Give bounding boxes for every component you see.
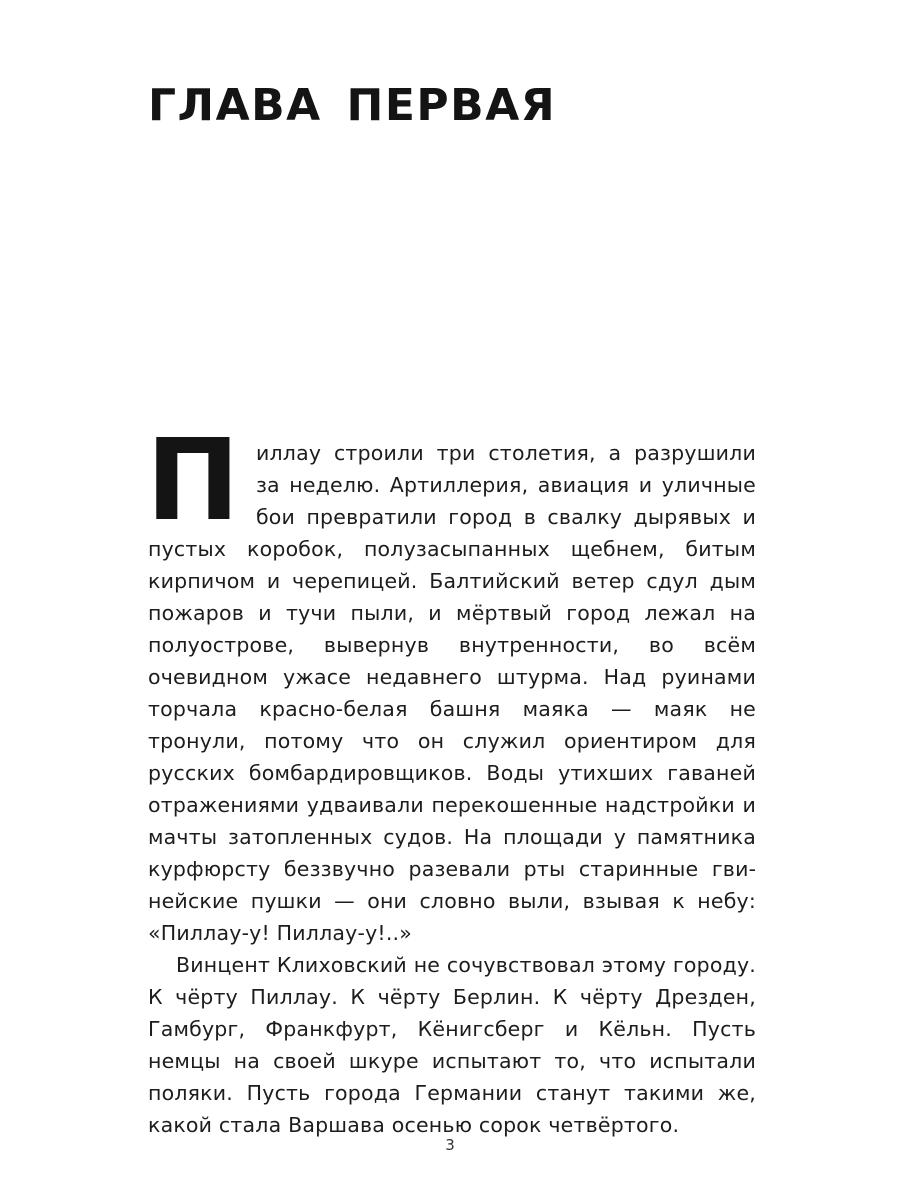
body-text	[146, 416, 756, 1141]
paragraph-2: Винцент Клиховский не сочувствовал этому городу. К чёрту Пиллау. К чёрту Берлин. К чёрту Дрезден, Гамбург, Франкфурт, Кёнигсберг и Кёльн. Пусть немцы на своей шкуре испытают то, что испытали поляки. Пусть города Германии станут такими же, какой стала Варшава осенью сорок четвёртого.	[148, 953, 756, 1137]
chapter-title: ГЛАВА ПЕРВАЯ	[148, 80, 557, 131]
paragraph-1	[146, 416, 756, 949]
drop-cap: П	[146, 416, 240, 546]
paragraph-1-text: иллау строили три столетия, а разрушили за неделю. Артиллерия, авиация и уличные бои превратили город в свалку дырявых и пустых коробок, полузасыпанных щебнем, битым кирпичом и черепицей. Балтийский ветер сдул дым пожаров и тучи пыли, и мёртвый город лежал на полуострове, вывернув внутренности, во всём очевидном ужасе недавнего штурма. Над руинами торчала красно-белая башня маяка — маяк не тронули, потому что он служил ориентиром для русских бомбардировщиков. Воды утихших гаваней отражениями удваивали перекошенные надстройки и мачты затопленных судов. На площади у памятника курфюрсту беззвучно разевали рты старинные гвинейские пушки — они словно выли, взывая к небу: «Пиллау-у! Пиллау-у!..»	[148, 441, 756, 945]
page-number: 3	[445, 1136, 455, 1154]
